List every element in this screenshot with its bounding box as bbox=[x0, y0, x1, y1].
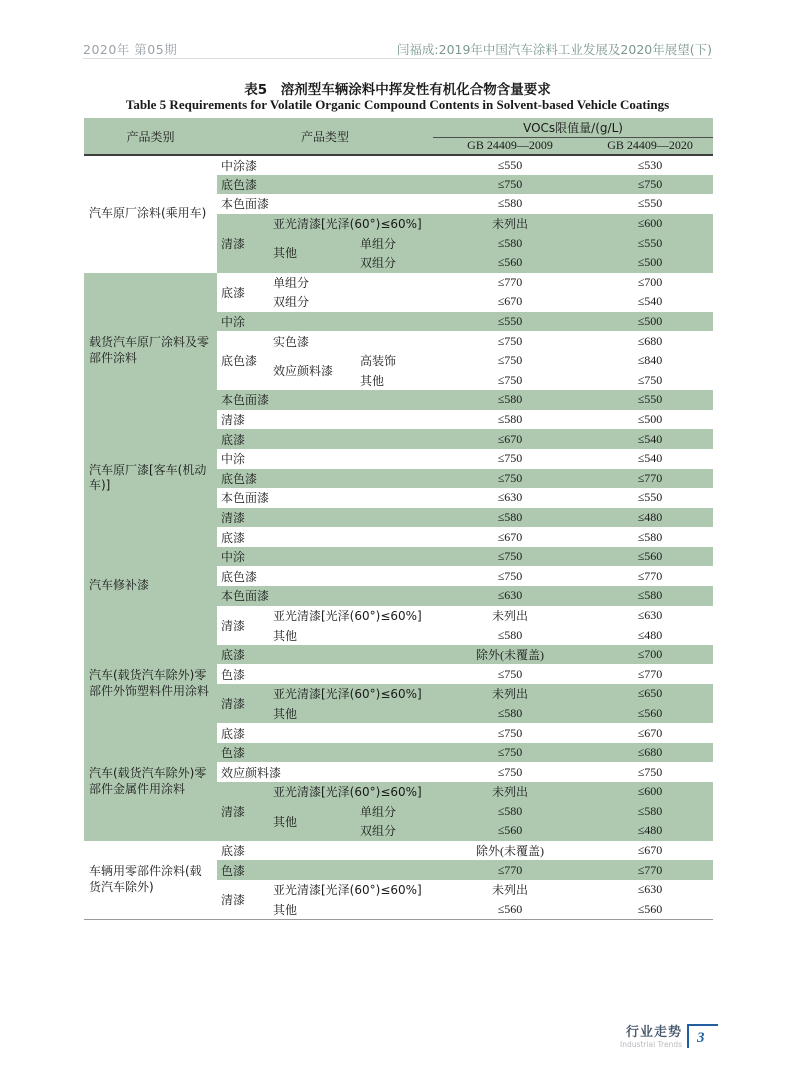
value-cell: ≤580 bbox=[433, 508, 587, 528]
type-cell: 底漆 bbox=[217, 429, 433, 449]
value-cell: ≤580 bbox=[587, 586, 713, 606]
footer-section-en: Industrial Trends bbox=[620, 1040, 682, 1050]
table-head bbox=[84, 118, 713, 155]
value-cell: ≤750 bbox=[587, 175, 713, 195]
type-cell: 底色漆 bbox=[217, 175, 433, 195]
value-cell: ≤750 bbox=[587, 762, 713, 782]
type-cell: 色漆 bbox=[217, 664, 433, 684]
voc-limits-table-wrapper bbox=[84, 118, 713, 920]
value-cell: 未列出 bbox=[433, 782, 587, 802]
value-cell: ≤750 bbox=[433, 566, 587, 586]
type-cell: 双组分 bbox=[269, 292, 433, 312]
value-cell: ≤580 bbox=[433, 802, 587, 822]
type-cell: 亚光清漆[光泽(60°)≤60%] bbox=[269, 880, 433, 900]
type-cell: 本色面漆 bbox=[217, 390, 433, 410]
value-cell: ≤550 bbox=[587, 194, 713, 214]
running-head bbox=[83, 40, 712, 58]
table-body bbox=[84, 155, 713, 919]
value-cell: ≤500 bbox=[587, 253, 713, 273]
type-cell: 底漆 bbox=[217, 645, 433, 665]
col-header-gb2020: GB 24409—2020 bbox=[587, 137, 713, 155]
type-cell: 底漆 bbox=[217, 273, 269, 312]
type-cell: 亚光清漆[光泽(60°)≤60%] bbox=[269, 606, 433, 626]
table-row bbox=[84, 723, 713, 743]
value-cell: 未列出 bbox=[433, 684, 587, 704]
type-cell: 清漆 bbox=[217, 782, 269, 841]
type-cell: 底漆 bbox=[217, 527, 433, 547]
type-cell: 效应颜料漆 bbox=[217, 762, 433, 782]
value-cell: ≤560 bbox=[433, 253, 587, 273]
footer-section-zh: 行业走势 bbox=[625, 1025, 682, 1040]
page-number: 3 bbox=[697, 1030, 705, 1046]
value-cell: ≤750 bbox=[433, 723, 587, 743]
type-cell: 其他 bbox=[269, 233, 356, 272]
type-cell: 中涂漆 bbox=[217, 155, 433, 175]
value-cell: ≤560 bbox=[587, 900, 713, 920]
table-row bbox=[84, 841, 713, 861]
value-cell: ≤580 bbox=[433, 390, 587, 410]
value-cell: 未列出 bbox=[433, 214, 587, 234]
value-cell: ≤580 bbox=[433, 625, 587, 645]
type-cell: 其他 bbox=[356, 371, 433, 391]
issue-label: 2020年 第05期 bbox=[83, 42, 178, 57]
page-number-box bbox=[687, 1024, 718, 1048]
value-cell: ≤680 bbox=[587, 743, 713, 763]
type-cell: 单组分 bbox=[269, 273, 433, 293]
type-cell: 底色漆 bbox=[217, 331, 269, 390]
type-cell: 双组分 bbox=[356, 821, 433, 841]
type-cell: 清漆 bbox=[217, 880, 269, 919]
value-cell: ≤770 bbox=[433, 860, 587, 880]
type-cell: 底漆 bbox=[217, 841, 433, 861]
value-cell: ≤670 bbox=[433, 527, 587, 547]
value-cell: ≤600 bbox=[587, 782, 713, 802]
category-cell: 汽车原厂漆[客车(机动车)] bbox=[84, 429, 217, 527]
type-cell: 清漆 bbox=[217, 410, 433, 430]
type-cell: 底色漆 bbox=[217, 566, 433, 586]
value-cell: ≤550 bbox=[587, 390, 713, 410]
value-cell: ≤500 bbox=[587, 410, 713, 430]
value-cell: ≤500 bbox=[587, 312, 713, 332]
value-cell: 除外(未覆盖) bbox=[433, 841, 587, 861]
value-cell: ≤750 bbox=[433, 762, 587, 782]
table-row bbox=[84, 273, 713, 293]
type-cell: 中涂 bbox=[217, 449, 433, 469]
value-cell: ≤750 bbox=[433, 175, 587, 195]
type-cell: 底色漆 bbox=[217, 469, 433, 489]
value-cell: ≤750 bbox=[433, 743, 587, 763]
value-cell: ≤480 bbox=[587, 508, 713, 528]
value-cell: ≤580 bbox=[587, 527, 713, 547]
value-cell: ≤750 bbox=[587, 371, 713, 391]
type-cell: 中涂 bbox=[217, 312, 433, 332]
col-header-gb2009: GB 24409—2009 bbox=[433, 137, 587, 155]
table-row bbox=[84, 429, 713, 449]
value-cell: ≤580 bbox=[433, 194, 587, 214]
value-cell: ≤670 bbox=[433, 292, 587, 312]
value-cell: ≤550 bbox=[433, 312, 587, 332]
value-cell: ≤630 bbox=[587, 880, 713, 900]
value-cell: ≤750 bbox=[433, 547, 587, 567]
value-cell: ≤770 bbox=[587, 566, 713, 586]
value-cell: ≤480 bbox=[587, 625, 713, 645]
category-cell: 汽车(载货汽车除外)零部件外饰塑料件用涂料 bbox=[84, 645, 217, 723]
type-cell: 亚光清漆[光泽(60°)≤60%] bbox=[269, 684, 433, 704]
type-cell: 清漆 bbox=[217, 214, 269, 273]
table-title-en: Table 5 Requirements for Volatile Organic Compound Contents in Solvent-based Vehicle Coatings bbox=[125, 97, 670, 112]
value-cell: ≤670 bbox=[587, 841, 713, 861]
type-cell: 清漆 bbox=[217, 508, 433, 528]
value-cell: ≤750 bbox=[433, 351, 587, 371]
type-cell: 亚光清漆[光泽(60°)≤60%] bbox=[269, 782, 433, 802]
value-cell: ≤530 bbox=[587, 155, 713, 175]
type-cell: 本色面漆 bbox=[217, 488, 433, 508]
value-cell: ≤770 bbox=[433, 273, 587, 293]
value-cell: 未列出 bbox=[433, 880, 587, 900]
value-cell: ≤630 bbox=[587, 606, 713, 626]
col-header-type: 产品类型 bbox=[217, 118, 433, 155]
footer-section bbox=[620, 1026, 682, 1050]
value-cell: ≤550 bbox=[587, 488, 713, 508]
table-title-zh: 表5 溶剂型车辆涂料中挥发性有机化合物含量要求 bbox=[244, 82, 551, 98]
value-cell: ≤540 bbox=[587, 449, 713, 469]
value-cell: ≤630 bbox=[433, 488, 587, 508]
type-cell: 色漆 bbox=[217, 743, 433, 763]
type-cell: 实色漆 bbox=[269, 331, 433, 351]
value-cell: ≤580 bbox=[433, 233, 587, 253]
value-cell: ≤770 bbox=[587, 860, 713, 880]
type-cell: 其他 bbox=[269, 625, 433, 645]
table-row bbox=[84, 527, 713, 547]
value-cell: ≤700 bbox=[587, 645, 713, 665]
value-cell: ≤580 bbox=[433, 704, 587, 724]
value-cell: ≤560 bbox=[433, 900, 587, 920]
value-cell: 除外(未覆盖) bbox=[433, 645, 587, 665]
value-cell: ≤560 bbox=[587, 547, 713, 567]
type-cell: 其他 bbox=[269, 802, 356, 841]
type-cell: 本色面漆 bbox=[217, 586, 433, 606]
value-cell: ≤680 bbox=[587, 331, 713, 351]
type-cell: 本色面漆 bbox=[217, 194, 433, 214]
value-cell: ≤700 bbox=[587, 273, 713, 293]
category-cell: 汽车原厂涂料(乘用车) bbox=[84, 155, 217, 273]
value-cell: ≤480 bbox=[587, 821, 713, 841]
type-cell: 其他 bbox=[269, 704, 433, 724]
col-header-category: 产品类别 bbox=[84, 118, 217, 155]
type-cell: 单组分 bbox=[356, 233, 433, 253]
type-cell: 底漆 bbox=[217, 723, 433, 743]
value-cell: ≤580 bbox=[587, 802, 713, 822]
type-cell: 效应颜料漆 bbox=[269, 351, 356, 390]
value-cell: ≤770 bbox=[587, 469, 713, 489]
value-cell: ≤750 bbox=[433, 331, 587, 351]
value-cell: ≤550 bbox=[433, 155, 587, 175]
type-cell: 清漆 bbox=[217, 606, 269, 645]
page-footer bbox=[620, 1024, 718, 1050]
type-cell: 单组分 bbox=[356, 802, 433, 822]
type-cell: 高装饰 bbox=[356, 351, 433, 371]
value-cell: ≤770 bbox=[587, 664, 713, 684]
header-divider bbox=[83, 58, 712, 59]
value-cell: ≤540 bbox=[587, 429, 713, 449]
value-cell: ≤750 bbox=[433, 469, 587, 489]
value-cell: ≤670 bbox=[587, 723, 713, 743]
value-cell: ≤840 bbox=[587, 351, 713, 371]
value-cell: ≤580 bbox=[433, 410, 587, 430]
category-cell: 汽车修补漆 bbox=[84, 527, 217, 645]
value-cell: ≤560 bbox=[433, 821, 587, 841]
type-cell: 亚光清漆[光泽(60°)≤60%] bbox=[269, 214, 433, 234]
category-cell: 汽车(载货汽车除外)零部件金属件用涂料 bbox=[84, 723, 217, 841]
type-cell: 其他 bbox=[269, 900, 433, 920]
table-row bbox=[84, 645, 713, 665]
voc-limits-table bbox=[84, 118, 713, 920]
value-cell: ≤750 bbox=[433, 664, 587, 684]
type-cell: 清漆 bbox=[217, 684, 269, 723]
value-cell: ≤630 bbox=[433, 586, 587, 606]
value-cell: ≤670 bbox=[433, 429, 587, 449]
type-cell: 双组分 bbox=[356, 253, 433, 273]
type-cell: 色漆 bbox=[217, 860, 433, 880]
category-cell: 车辆用零部件涂料(载货汽车除外) bbox=[84, 841, 217, 919]
running-article-title: 闫福成:2019年中国汽车涂料工业发展及2020年展望(下) bbox=[396, 42, 712, 57]
col-header-voc-limit: VOCs限值量/(g/L) bbox=[433, 118, 713, 137]
table-row bbox=[84, 155, 713, 175]
category-cell: 载货汽车原厂涂料及零部件涂料 bbox=[84, 273, 217, 430]
value-cell: ≤560 bbox=[587, 704, 713, 724]
type-cell: 中涂 bbox=[217, 547, 433, 567]
value-cell: ≤750 bbox=[433, 449, 587, 469]
value-cell: 未列出 bbox=[433, 606, 587, 626]
value-cell: ≤550 bbox=[587, 233, 713, 253]
value-cell: ≤650 bbox=[587, 684, 713, 704]
value-cell: ≤750 bbox=[433, 371, 587, 391]
value-cell: ≤540 bbox=[587, 292, 713, 312]
value-cell: ≤600 bbox=[587, 214, 713, 234]
